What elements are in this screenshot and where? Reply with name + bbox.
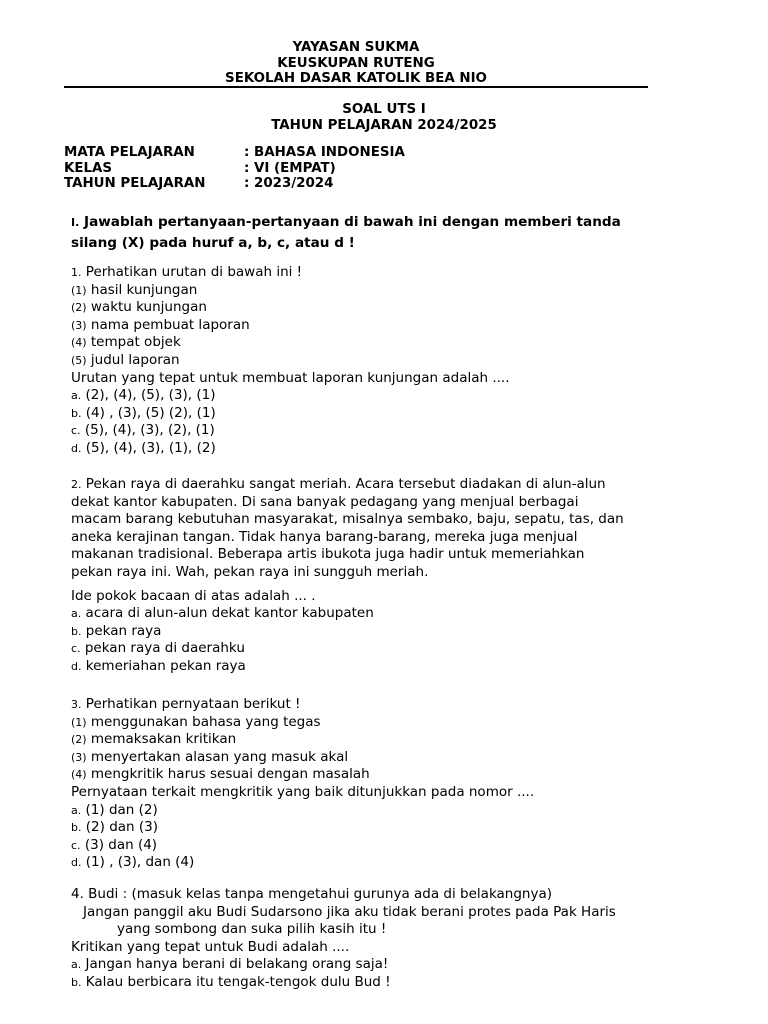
list-item: [71, 334, 510, 352]
answer-option: [71, 422, 510, 440]
academic-year: TAHUN PELAJARAN 2024/2025: [271, 117, 497, 133]
exam-title: [64, 102, 704, 133]
question-4: [71, 886, 616, 992]
list-item: [71, 766, 534, 784]
list-item: [71, 749, 534, 767]
info-label: TAHUN PELAJARAN: [64, 176, 206, 191]
list-item: [71, 299, 510, 317]
option-letter: b.: [71, 821, 82, 835]
answer-option: [71, 658, 624, 676]
option-text: (2) dan (3): [81, 819, 159, 836]
stem-text: Perhatikan urutan di bawah ini !: [81, 264, 303, 280]
item-text: memaksakan kritikan: [86, 731, 237, 748]
option-letter: a.: [71, 803, 82, 817]
option-text: (2), (4), (5), (3), (1): [81, 387, 216, 404]
option-text: (5), (4), (3), (2), (1): [80, 422, 215, 439]
option-letter: c.: [71, 424, 81, 438]
dialogue-line: Jangan panggil aku Budi Sudarsono jika aku tidak berani protes pada Pak Haris: [83, 903, 616, 920]
info-label: KELAS: [64, 160, 113, 176]
option-letter: d.: [71, 441, 82, 455]
info-label: MATA PELAJARAN: [64, 145, 195, 160]
option-text: pekan raya di daerahku: [80, 640, 245, 657]
foundation-name: YAYASAN SUKMA: [292, 40, 420, 55]
item-text: menyertakan alasan yang masuk akal: [86, 748, 349, 765]
option-letter: b.: [71, 406, 82, 420]
list-item: [71, 317, 510, 335]
answer-option: [71, 854, 534, 872]
item-number: (1): [71, 715, 87, 729]
question-stem: [71, 696, 534, 714]
option-text: (3) dan (4): [80, 836, 158, 853]
list-item: [71, 282, 510, 300]
question-number: 1.: [71, 266, 82, 279]
list-item: [71, 731, 534, 749]
info-row-subject: [64, 145, 405, 161]
passage-line: [71, 476, 624, 494]
instruction-text: Jawablah pertanyaan-pertanyaan di bawah ini dengan memberi tanda: [79, 214, 621, 230]
question-1: [71, 264, 510, 458]
item-number: (1): [71, 283, 87, 297]
option-text: kemeriahan pekan raya: [81, 657, 246, 674]
question-2: [71, 476, 624, 676]
info-value: : 2023/2024: [244, 176, 334, 191]
section-instruction: [71, 212, 711, 253]
answer-option: [71, 974, 616, 992]
option-text: (4) , (3), (5) (2), (1): [81, 404, 216, 421]
question-number: 2.: [71, 478, 82, 491]
school-name: SEKOLAH DASAR KATOLIK BEA NIO: [225, 71, 487, 86]
exam-name: SOAL UTS I: [342, 102, 426, 117]
item-text: mengkritik harus sesuai dengan masalah: [86, 766, 370, 783]
item-number: (2): [71, 301, 87, 315]
answer-option: [71, 605, 624, 623]
exam-info: [64, 145, 405, 192]
question-text: Kritikan yang tepat untuk Budi adalah ....: [71, 938, 350, 955]
option-letter: b.: [71, 624, 82, 638]
passage-line: aneka kerajinan tangan. Tidak hanya barang-barang, mereka juga menjual: [71, 528, 578, 545]
answer-option: [71, 802, 534, 820]
answer-option: [71, 956, 616, 974]
passage-line: makanan tradisional. Beberapa artis ibukota juga hadir untuk memeriahkan: [71, 546, 585, 563]
item-text: tempat objek: [86, 334, 181, 351]
question-text: Pernyataan terkait mengkritik yang baik ditunjukkan pada nomor ....: [71, 783, 535, 800]
question-text: Ide pokok bacaan di atas adalah ... .: [71, 587, 316, 604]
option-text: (5), (4), (3), (1), (2): [81, 439, 216, 456]
option-text: acara di alun-alun dekat kantor kabupaten: [81, 605, 374, 622]
option-letter: a.: [71, 958, 82, 972]
info-value: : BAHASA INDONESIA: [244, 145, 405, 160]
section-number: I.: [71, 216, 80, 229]
instruction-line-2: silang (X) pada huruf a, b, c, atau d !: [71, 235, 355, 251]
dialogue-line: yang sombong dan suka pilih kasih itu !: [117, 921, 387, 938]
question-stem: [71, 264, 510, 282]
passage-line: pekan raya ini. Wah, pekan raya ini sungguh meriah.: [71, 563, 429, 580]
diocese-name: KEUSKUPAN RUTENG: [277, 55, 435, 71]
info-row-class: [64, 161, 405, 177]
option-text: pekan raya: [81, 622, 162, 639]
header-divider: [64, 86, 648, 88]
list-item: [71, 352, 510, 370]
option-letter: b.: [71, 975, 82, 989]
instruction-line-1: [71, 212, 711, 233]
answer-option: [71, 387, 510, 405]
option-letter: d.: [71, 659, 82, 673]
item-number: (3): [71, 318, 87, 332]
item-number: (5): [71, 353, 87, 367]
item-text: waktu kunjungan: [86, 299, 207, 316]
answer-option: [71, 837, 534, 855]
stem-text: Perhatikan pernyataan berikut !: [81, 696, 301, 712]
option-text: Jangan hanya berani di belakang orang saja!: [81, 956, 389, 973]
question-text: Urutan yang tepat untuk membuat laporan kunjungan adalah ....: [71, 369, 510, 386]
passage-line: macam barang kebutuhan masyarakat, misalnya sembako, baju, sepatu, tas, dan: [71, 511, 624, 528]
answer-option: [71, 819, 534, 837]
school-header: [64, 40, 648, 87]
answer-option: [71, 405, 510, 423]
passage-line: dekat kantor kabupaten. Di sana banyak pedagang yang menjual berbagai: [71, 493, 579, 510]
info-row-year: [64, 176, 405, 192]
item-number: (3): [71, 750, 87, 764]
question-number: 3.: [71, 698, 82, 711]
item-number: (4): [71, 336, 87, 350]
item-text: nama pembuat laporan: [86, 316, 250, 333]
item-text: hasil kunjungan: [86, 281, 198, 298]
option-text: (1) , (3), dan (4): [81, 854, 195, 871]
answer-option: [71, 623, 624, 641]
item-text: menggunakan bahasa yang tegas: [86, 713, 321, 730]
option-text: Kalau berbicara itu tengak-tengok dulu Bud !: [81, 973, 391, 990]
option-letter: c.: [71, 642, 81, 656]
option-letter: c.: [71, 838, 81, 852]
info-value: : VI (EMPAT): [244, 160, 336, 176]
option-letter: a.: [71, 389, 82, 403]
passage-text: Pekan raya di daerahku sangat meriah. Acara tersebut diadakan di alun-alun: [81, 476, 606, 492]
item-number: (4): [71, 768, 87, 782]
reading-passage: [71, 476, 624, 582]
dialogue-line: 4. Budi : (masuk kelas tanpa mengetahui gurunya ada di belakangnya): [71, 886, 553, 902]
answer-option: [71, 640, 624, 658]
answer-option: [71, 440, 510, 458]
option-text: (1) dan (2): [81, 801, 158, 818]
option-letter: d.: [71, 856, 82, 870]
question-3: [71, 696, 534, 872]
item-number: (2): [71, 733, 87, 747]
item-text: judul laporan: [86, 351, 180, 368]
option-letter: a.: [71, 607, 82, 621]
list-item: [71, 714, 534, 732]
